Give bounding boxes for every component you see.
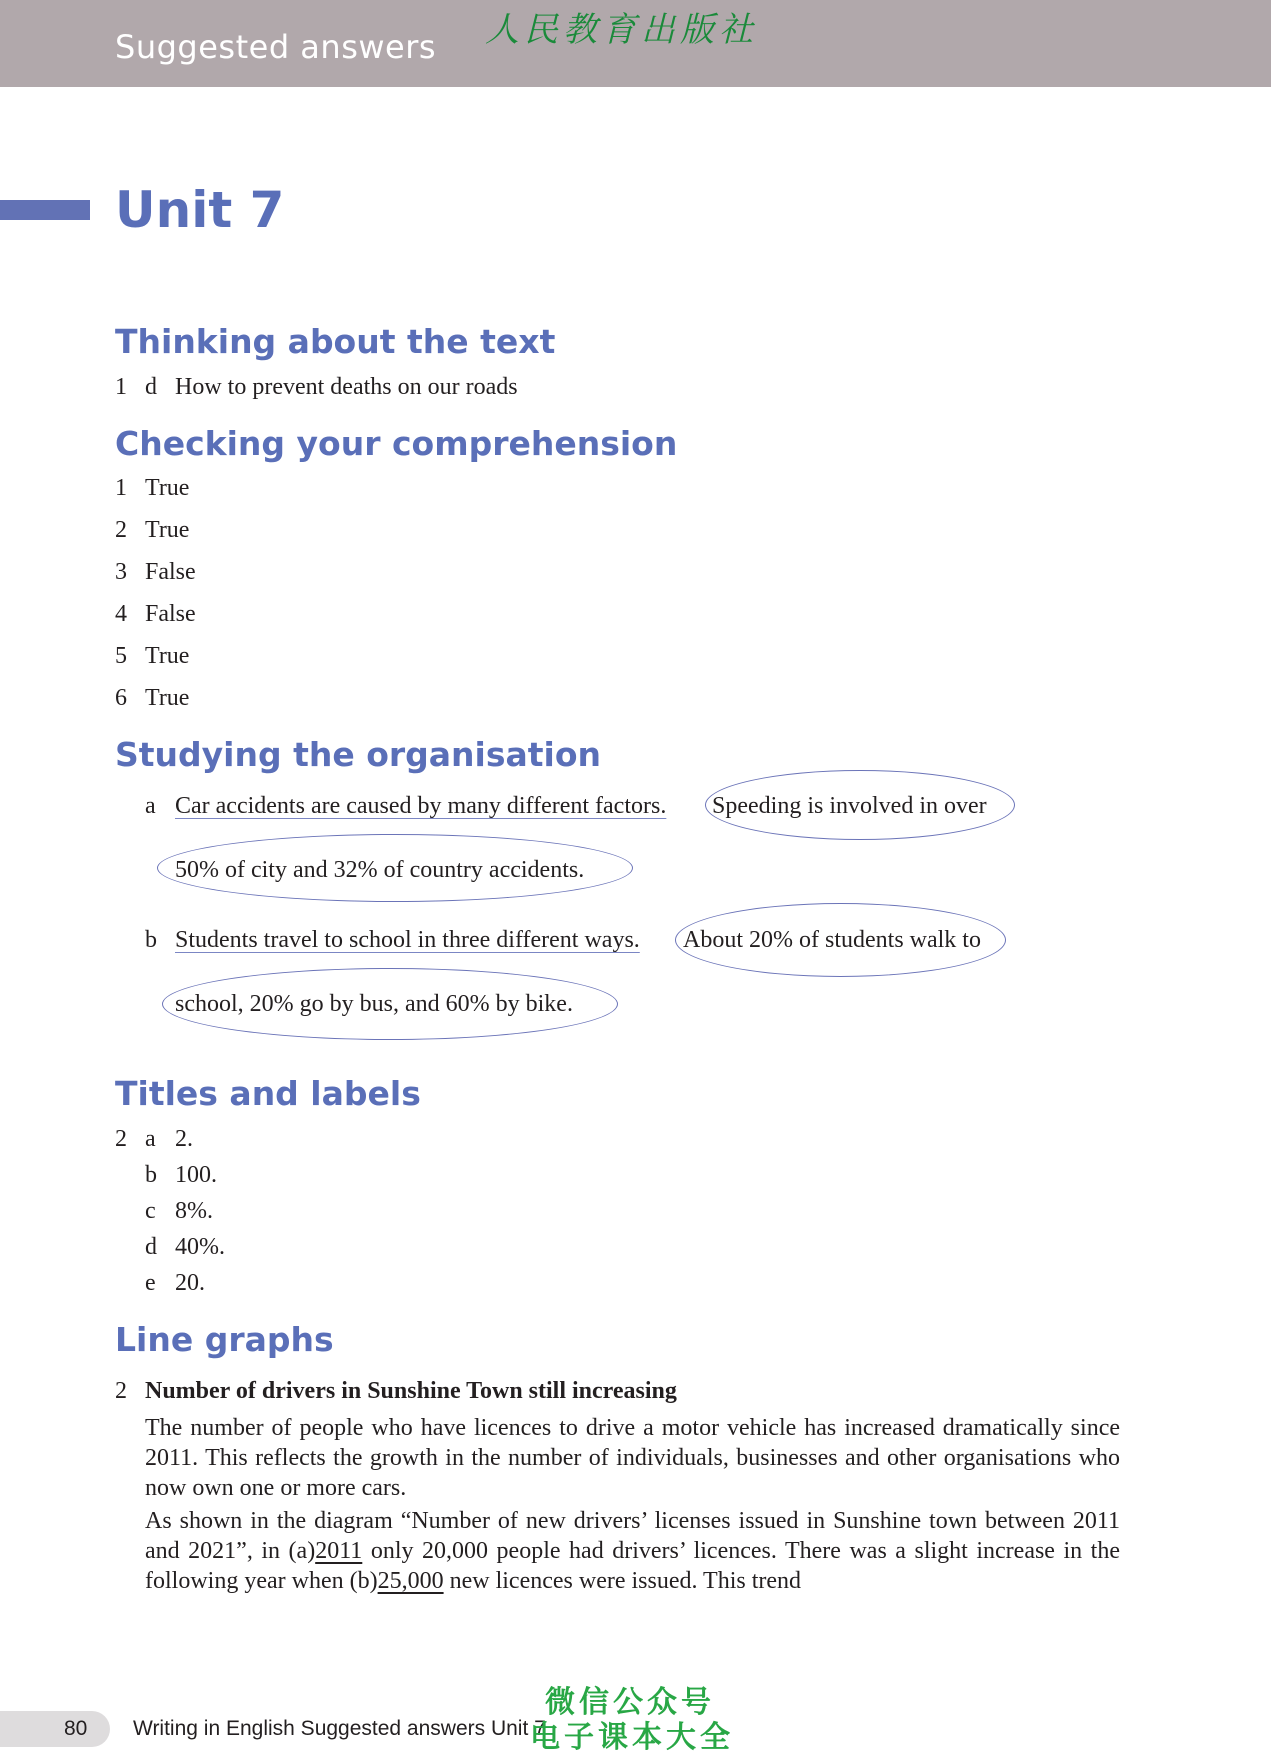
topic-sentence: Students travel to school in three different ways. bbox=[175, 927, 640, 953]
item-answer: 40%. bbox=[175, 1234, 225, 1260]
item-number: 1 bbox=[115, 475, 127, 501]
item-answer: False bbox=[145, 559, 196, 585]
item-answer: False bbox=[145, 601, 196, 627]
question-number: 2 bbox=[115, 1126, 127, 1152]
question-number: 2 bbox=[115, 1378, 127, 1404]
paragraph-text: only 20,000 people had drivers’ licences. There was a slight increase in the following year when (b) bbox=[145, 1538, 1121, 1594]
report-paragraph-2 bbox=[145, 1506, 1120, 1596]
item-letter: d bbox=[145, 1234, 157, 1260]
paragraph-text: new licences were issued. This trend bbox=[443, 1568, 802, 1594]
heading-thinking-about-the-text: Thinking about the text bbox=[115, 322, 556, 361]
item-letter: a bbox=[145, 793, 156, 819]
watermark-line-1: 微信公众号 bbox=[545, 1685, 715, 1720]
item-answer: 100. bbox=[175, 1162, 217, 1188]
unit-accent-bar bbox=[0, 200, 90, 220]
item-answer: 2. bbox=[175, 1126, 193, 1152]
item-answer: True bbox=[145, 517, 190, 543]
item-letter: a bbox=[145, 1126, 156, 1152]
answer-letter: d bbox=[145, 374, 157, 400]
paragraph-text: As shown in the diagram “Number of new drivers’ licenses issued in Sunshine town between 2011 and 2021”, in (a) bbox=[145, 1508, 1120, 1564]
item-answer: True bbox=[145, 685, 190, 711]
supporting-detail: school, 20% go by bus, and 60% by bike. bbox=[175, 991, 573, 1017]
blank-answer-b: 25,000 bbox=[377, 1568, 444, 1594]
item-letter: e bbox=[145, 1270, 156, 1296]
supporting-detail: 50% of city and 32% of country accidents. bbox=[175, 857, 585, 883]
item-letter: b bbox=[145, 1162, 157, 1188]
item-answer: 8%. bbox=[175, 1198, 213, 1224]
heading-studying-organisation: Studying the organisation bbox=[115, 735, 602, 774]
item-number: 6 bbox=[115, 685, 127, 711]
answer-text: How to prevent deaths on our roads bbox=[175, 374, 518, 400]
topic-sentence: Car accidents are caused by many different factors. bbox=[175, 793, 667, 819]
footer-text: Writing in English Suggested answers Unit 7 bbox=[133, 1717, 546, 1740]
item-number: 3 bbox=[115, 559, 127, 585]
report-title: Number of drivers in Sunshine Town still increasing bbox=[145, 1378, 677, 1404]
item-answer: 20. bbox=[175, 1270, 205, 1296]
supporting-detail: Speeding is involved in over bbox=[712, 793, 987, 819]
question-number: 1 bbox=[115, 374, 127, 400]
publisher-logo: 人民教育出版社 bbox=[485, 10, 758, 50]
supporting-detail: About 20% of students walk to bbox=[683, 927, 981, 953]
item-number: 5 bbox=[115, 643, 127, 669]
page-number-tab bbox=[0, 1711, 110, 1747]
page-number: 80 bbox=[64, 1717, 88, 1740]
watermark-line-2: 电子课本大全 bbox=[530, 1720, 734, 1755]
unit-title: Unit 7 bbox=[115, 181, 285, 239]
blank-answer-a: 2011 bbox=[315, 1538, 363, 1564]
item-number: 4 bbox=[115, 601, 127, 627]
heading-titles-and-labels: Titles and labels bbox=[115, 1074, 421, 1113]
heading-line-graphs: Line graphs bbox=[115, 1320, 334, 1359]
report-paragraph-1: The number of people who have licences to drive a motor vehicle has increased dramatically since 2011. This reflects the growth in the number of individuals, businesses and other organisations who now own one or more cars. bbox=[145, 1415, 1120, 1501]
item-answer: True bbox=[145, 475, 190, 501]
item-number: 2 bbox=[115, 517, 127, 543]
item-letter: c bbox=[145, 1198, 156, 1224]
heading-checking-comprehension: Checking your comprehension bbox=[115, 424, 678, 463]
header-title: Suggested answers bbox=[115, 28, 437, 66]
item-answer: True bbox=[145, 643, 190, 669]
item-letter: b bbox=[145, 927, 157, 953]
